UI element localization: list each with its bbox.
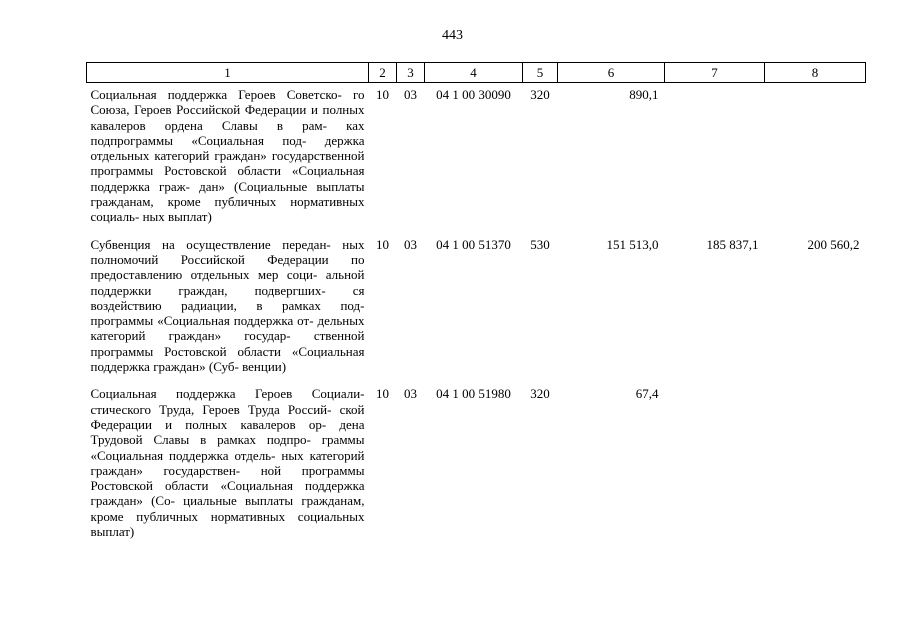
description-line: венции) [242, 359, 287, 375]
expense-type-code: 320 [530, 87, 550, 102]
expense-type-code: 320 [530, 386, 550, 402]
target-article-code: 04 1 00 51370 [436, 236, 511, 252]
amount-col-7 [665, 83, 765, 233]
header-row [87, 63, 866, 83]
target-article-code: 04 1 00 30090 [436, 87, 511, 102]
target-article-code: 04 1 00 51980 [436, 386, 511, 402]
row-description [87, 83, 369, 233]
amount-col-8 [765, 382, 866, 547]
description-line: Субвенция на осуществление передан- [90, 236, 331, 252]
description-line: дельных категорий граждан» государ- [90, 313, 365, 344]
description-line: Социальная поддержка Героев Социали- [90, 386, 365, 402]
description-line: дена Трудовой Славы в рамках подпро- [90, 416, 365, 448]
description-line: выплат) [90, 524, 135, 540]
subsection-code: 03 [404, 87, 417, 102]
page-number: 443 [442, 28, 463, 43]
description-line: «Социальная поддержка граждан» (Со- [90, 478, 365, 509]
description-line: Социальная поддержка Героев Советско- [90, 87, 342, 102]
description-line: циальные выплаты гражданам, кроме [90, 493, 365, 524]
row-description [87, 233, 369, 383]
description-line: программы «Социальная поддержка от- [90, 313, 314, 329]
description-line: и полных кавалеров ордена Славы в рам- [90, 102, 365, 133]
description-line: ственной программы Ростовской области [90, 328, 365, 359]
description-line: по предоставлению отдельных мер соци- [90, 251, 365, 283]
description-line: публичных нормативных социальных [136, 508, 365, 524]
description-line: ках подпрограммы «Социальная под- [90, 117, 365, 148]
description-line: держка отдельных категорий граждан» [90, 132, 365, 164]
header-col-1: 1 [87, 63, 369, 83]
table-row [87, 233, 866, 383]
header-col-3: 3 [397, 63, 425, 83]
amount-col-6: 67,4 [635, 386, 659, 402]
description-line: граммы «Социальная поддержка отдель- [90, 432, 365, 463]
header-col-4: 4 [425, 63, 523, 83]
description-line: ся воздействию радиации, в рамках под- [90, 282, 365, 313]
description-line: ных категорий граждан» государствен- [90, 447, 365, 478]
section-code: 10 [376, 87, 389, 102]
expense-type-code: 530 [530, 236, 550, 252]
description-line: «Социальная поддержка граждан» (Суб- [90, 343, 365, 375]
subsection-code: 03 [404, 236, 417, 252]
description-line: ных выплат) [142, 209, 212, 225]
description-line: ных полномочий Российской Федерации [90, 236, 365, 267]
description-line: ной программы Ростовской области [90, 462, 365, 494]
budget-table [86, 62, 866, 547]
description-line: государственной программы Ростовской [90, 148, 365, 179]
header-col-2: 2 [369, 63, 397, 83]
amount-col-6: 890,1 [629, 87, 659, 102]
amount-col-8: 200 560,2 [807, 236, 860, 252]
table-row [87, 83, 866, 233]
description-line: области «Социальная поддержка граж- [90, 163, 365, 194]
section-code: 10 [376, 236, 389, 252]
table-row [87, 382, 866, 547]
header-col-5: 5 [523, 63, 558, 83]
amount-col-8 [765, 83, 866, 233]
description-line: ской Федерации и полных кавалеров ор- [90, 401, 365, 432]
header-col-8: 8 [765, 63, 866, 83]
amount-col-6: 151 513,0 [606, 236, 659, 252]
section-code: 10 [376, 386, 389, 402]
header-col-6: 6 [558, 63, 665, 83]
subsection-code: 03 [404, 386, 417, 402]
amount-col-7 [665, 382, 765, 547]
description-line: стического Труда, Героев Труда Россий- [90, 401, 332, 417]
description-line: го Союза, Героев Российской Федерации [90, 87, 365, 118]
description-line: кроме публичных нормативных социаль- [90, 194, 365, 225]
row-description [87, 382, 369, 547]
amount-col-7: 185 837,1 [706, 236, 759, 252]
header-col-7: 7 [665, 63, 765, 83]
description-line: альной поддержки граждан, подвергших- [90, 267, 365, 298]
description-line: дан» (Социальные выплаты гражданам, [90, 178, 365, 210]
